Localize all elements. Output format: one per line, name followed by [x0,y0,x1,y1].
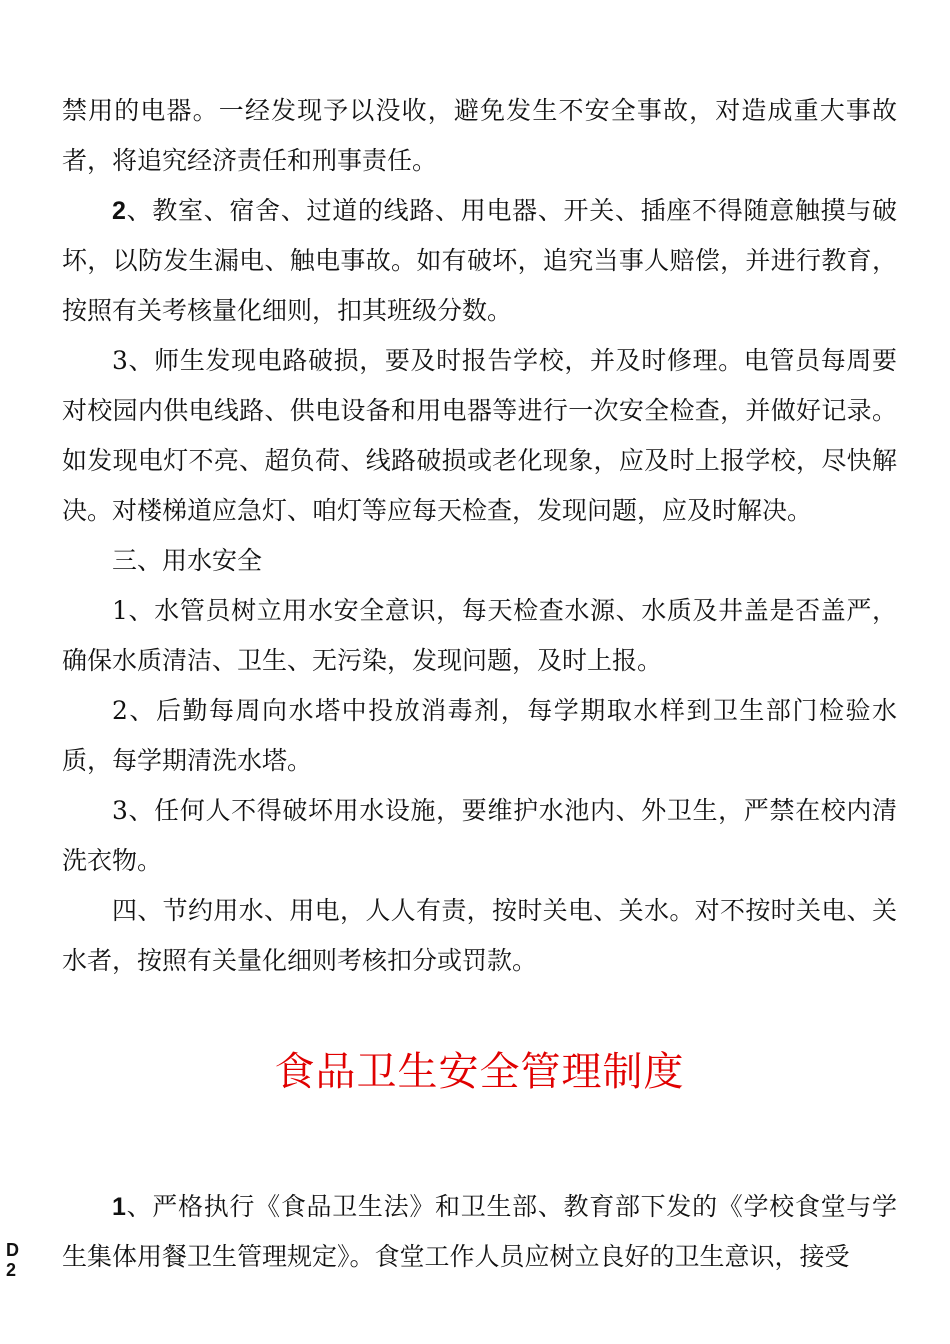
paragraph [62,186,897,336]
page-footer-marker [6,1240,19,1280]
footer-line-1: D [6,1240,19,1260]
paragraph [62,786,897,886]
paragraph [62,686,897,786]
paragraph [62,586,897,686]
paragraph-text: 3、师生发现电路破损，要及时报告学校，并及时修理。电管员每周要对校园内供电线路、供电设备和用电器等进行一次安全检查，并做好记录。如发现电灯不亮、超负荷、线路破损或老化现象，应及时上报学校，尽快解决。对楼梯道应急灯、咱灯等应每天检查，发现问题，应及时解决。 [62,346,897,525]
document-body [62,86,897,1282]
paragraph [62,86,897,186]
footer-line-2: 2 [6,1260,17,1280]
paragraph-text: 、教室、宿舍、过道的线路、用电器、开关、插座不得随意触摸与破坏，以防发生漏电、触电事故。如有破坏，追究当事人赔偿，并进行教育，按照有关考核量化细则，扣其班级分数。 [62,196,897,325]
paragraph [62,886,897,986]
paragraph-group-top [62,86,897,986]
paragraph-text: 1、水管员树立用水安全意识，每天检查水源、水质及井盖是否盖严，确保水质清洁、卫生、无污染，发现问题，及时上报。 [62,596,897,675]
paragraph-number: 2 [112,197,126,225]
section-title: 食品卫生安全管理制度 [274,1049,685,1095]
paragraph-text: 3、任何人不得破坏用水设施，要维护水池内、外卫生，严禁在校内清洗衣物。 [62,796,897,875]
paragraph [62,336,897,536]
paragraph-text: 、严格执行《食品卫生法》和卫生部、教育部下发的《学校食堂与学生集体用餐卫生管理规定》。食堂工作人员应树立良好的卫生意识，接受 [62,1192,897,1271]
paragraph-text: 2、后勤每周向水塔中投放消毒剂，每学期取水样到卫生部门检验水质，每学期清洗水塔。 [62,696,897,775]
paragraph-text: 禁用的电器。一经发现予以没收，避免发生不安全事故，对造成重大事故者，将追究经济责任和刑事责任。 [62,96,897,175]
paragraph [62,536,897,586]
paragraph [62,1182,897,1282]
paragraph-text: 四、节约用水、用电，人人有责，按时关电、关水。对不按时关电、关水者，按照有关量化细则考核扣分或罚款。 [62,896,897,975]
paragraph-text: 三、用水安全 [112,546,263,575]
paragraph-number: 1 [112,1193,126,1221]
paragraph-group-bottom [62,1182,897,1282]
